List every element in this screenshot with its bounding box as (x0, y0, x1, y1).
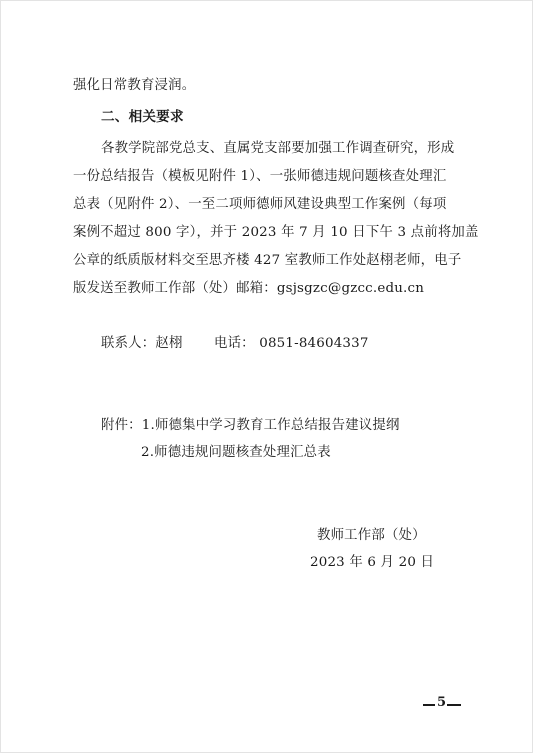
paragraph-tail-line: 强化日常教育浸润。 (73, 78, 196, 93)
signature-date: 2023 年 6 月 20 日 (310, 555, 435, 570)
body-line-2: 一份总结报告（模板见附件 1）、一张师德违规问题核查处理汇 (73, 169, 447, 184)
body-line-6: 版发送至教师工作部（处）邮箱：gsjsgzc@gzcc.edu.cn (73, 281, 425, 296)
body-line-5: 公章的纸质版材料交至思齐楼 427 室教师工作处赵栩老师，电子 (73, 253, 462, 268)
page-number: 5 (437, 695, 447, 710)
attachment-item-1: 附件：1.师德集中学习教育工作总结报告建议提纲 (101, 418, 400, 433)
attachment-item-2: 2.师德违规问题核查处理汇总表 (141, 445, 331, 460)
signature-organization: 教师工作部（处） (317, 528, 426, 543)
body-line-1: 各教学院部党总支、直属党支部要加强工作调查研究，形成 (101, 141, 455, 156)
contact-person: 联系人：赵栩 (101, 336, 183, 351)
footer-dash-right (447, 704, 461, 706)
section-heading: 二、相关要求 (101, 109, 184, 125)
body-line-3: 总表（见附件 2）、一至二项师德师风建设典型工作案例（每项 (73, 197, 447, 212)
body-line-4: 案例不超过 800 字），并于 2023 年 7 月 10 日下午 3 点前将加盖 (73, 225, 479, 240)
footer-dash-left (423, 704, 435, 706)
contact-phone: 电话： 0851-84604337 (214, 336, 369, 351)
